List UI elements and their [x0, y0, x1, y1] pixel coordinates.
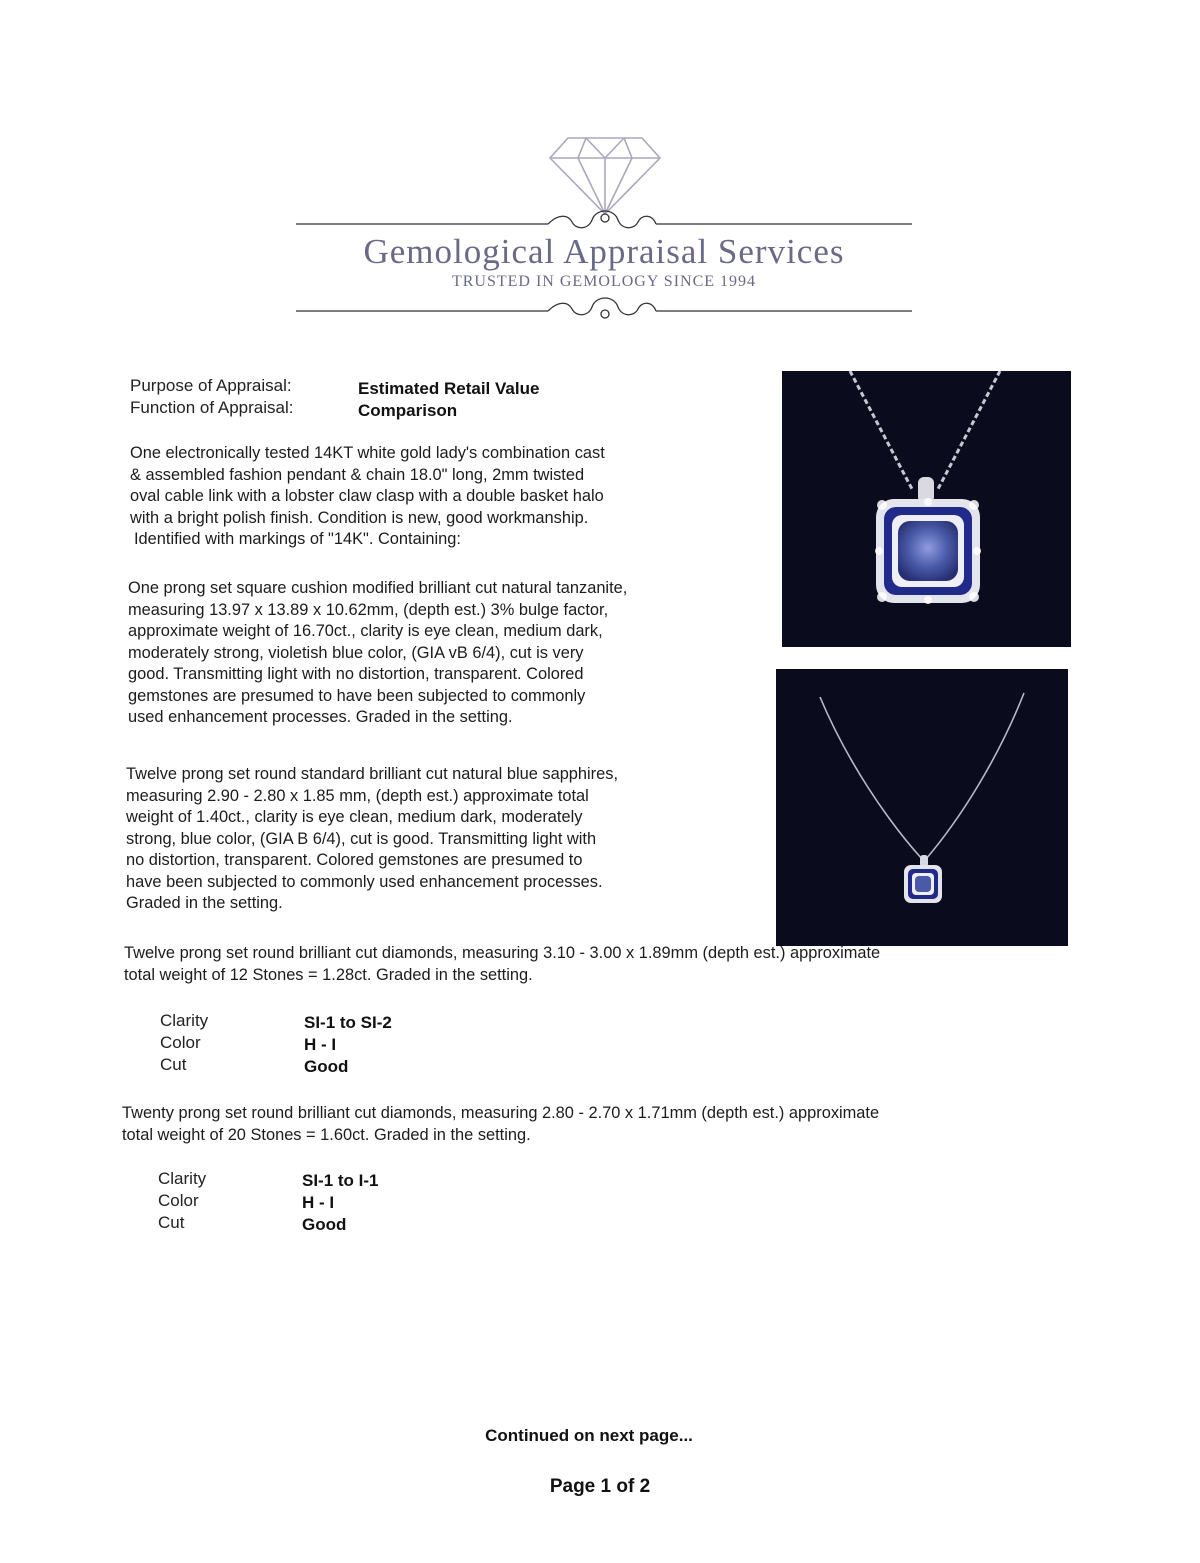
color-label: Color — [158, 1191, 199, 1210]
text-line: total weight of 20 Stones = 1.60ct. Graded in the setting. — [122, 1125, 531, 1144]
company-tagline: TRUSTED IN GEMOLOGY SINCE 1994 — [451, 273, 757, 290]
text-line: good. Transmitting light with no distortion, transparent. Colored — [128, 665, 584, 683]
cut-label: Cut — [160, 1055, 187, 1074]
diamonds-paragraph-2 — [122, 1103, 1082, 1146]
sapphire-paragraph — [126, 764, 746, 915]
text-line: measuring 2.90 - 2.80 x 1.85 mm, (depth est.) approximate total — [126, 786, 589, 805]
text-line: Graded in the setting. — [126, 894, 283, 912]
text-line: used enhancement processes. Graded in the setting. — [128, 708, 513, 726]
pendant-closeup-photo — [782, 371, 1071, 647]
text-line: moderately strong, violetish blue color, (GIA vB 6/4), cut is very — [128, 643, 584, 662]
text-line: One prong set square cushion modified brilliant cut natural tanzanite, — [128, 579, 628, 597]
pendant-closeup-image — [782, 371, 1071, 647]
text-line: no distortion, transparent. Colored gemstones are presumed to — [126, 851, 583, 869]
text-line: measuring 13.97 x 13.89 x 10.62mm, (depth est.) 3% bulge factor, — [128, 600, 609, 619]
text-line: with a bright polish finish. Condition is new, good workmanship. — [130, 508, 589, 527]
text-line: weight of 1.40ct., clarity is eye clean, medium dark, moderately — [126, 808, 583, 826]
clarity-label: Clarity — [158, 1169, 207, 1188]
function-value: Comparison — [358, 401, 458, 420]
color-label: Color — [160, 1033, 201, 1052]
company-name: Gemological Appraisal Services — [363, 232, 845, 271]
text-line: Twenty prong set round brilliant cut diamonds, measuring 2.80 - 2.70 x 1.71mm (depth est.) approximate — [122, 1104, 880, 1122]
text-line: Twelve prong set round standard brilliant cut natural blue sapphires, — [126, 765, 619, 783]
necklace-full-photo — [776, 669, 1068, 946]
diamonds-paragraph-1 — [124, 943, 1084, 986]
text-line: approximate weight of 16.70ct., clarity is eye clean, medium dark, — [128, 622, 603, 640]
clarity-value: SI-1 to I-1 — [302, 1171, 379, 1190]
text-line: strong, blue color, (GIA B 6/4), cut is good. Transmitting light with — [126, 829, 597, 848]
color-value: H - I — [302, 1193, 335, 1212]
company-logo — [296, 128, 912, 333]
page-number: Page 1 of 2 — [549, 1476, 651, 1497]
purpose-label: Purpose of Appraisal: — [130, 376, 292, 395]
clarity-label: Clarity — [160, 1011, 209, 1030]
cut-label: Cut — [158, 1213, 185, 1232]
text-line: total weight of 12 Stones = 1.28ct. Graded in the setting. — [124, 965, 533, 984]
bottom-divider — [296, 298, 912, 318]
text-line: One electronically tested 14KT white gold lady's combination cast — [130, 444, 605, 462]
text-line: have been subjected to commonly used enhancement processes. — [126, 872, 603, 891]
cut-value: Good — [302, 1215, 347, 1234]
intro-paragraph — [130, 443, 730, 551]
cut-value: Good — [304, 1057, 349, 1076]
function-label: Function of Appraisal: — [130, 398, 294, 417]
text-line: & assembled fashion pendant & chain 18.0" long, 2mm twisted — [130, 465, 585, 484]
clarity-value: SI-1 to SI-2 — [304, 1013, 392, 1032]
diamond-logo-icon — [550, 138, 660, 214]
text-line: Twelve prong set round brilliant cut diamonds, measuring 3.10 - 3.00 x 1.89mm (depth est.) approximate — [124, 944, 881, 962]
top-divider — [296, 211, 912, 228]
continued-note: Continued on next page... — [485, 1426, 693, 1445]
color-value: H - I — [304, 1035, 337, 1054]
text-line: oval cable link with a lobster claw clasp with a double basket halo — [130, 487, 604, 505]
tanzanite-paragraph — [128, 578, 748, 729]
text-line: gemstones are presumed to have been subjected to commonly — [128, 686, 586, 705]
text-line: Identified with markings of "14K". Containing: — [134, 530, 461, 548]
purpose-value: Estimated Retail Value — [358, 379, 540, 398]
necklace-full-image — [776, 669, 1068, 946]
